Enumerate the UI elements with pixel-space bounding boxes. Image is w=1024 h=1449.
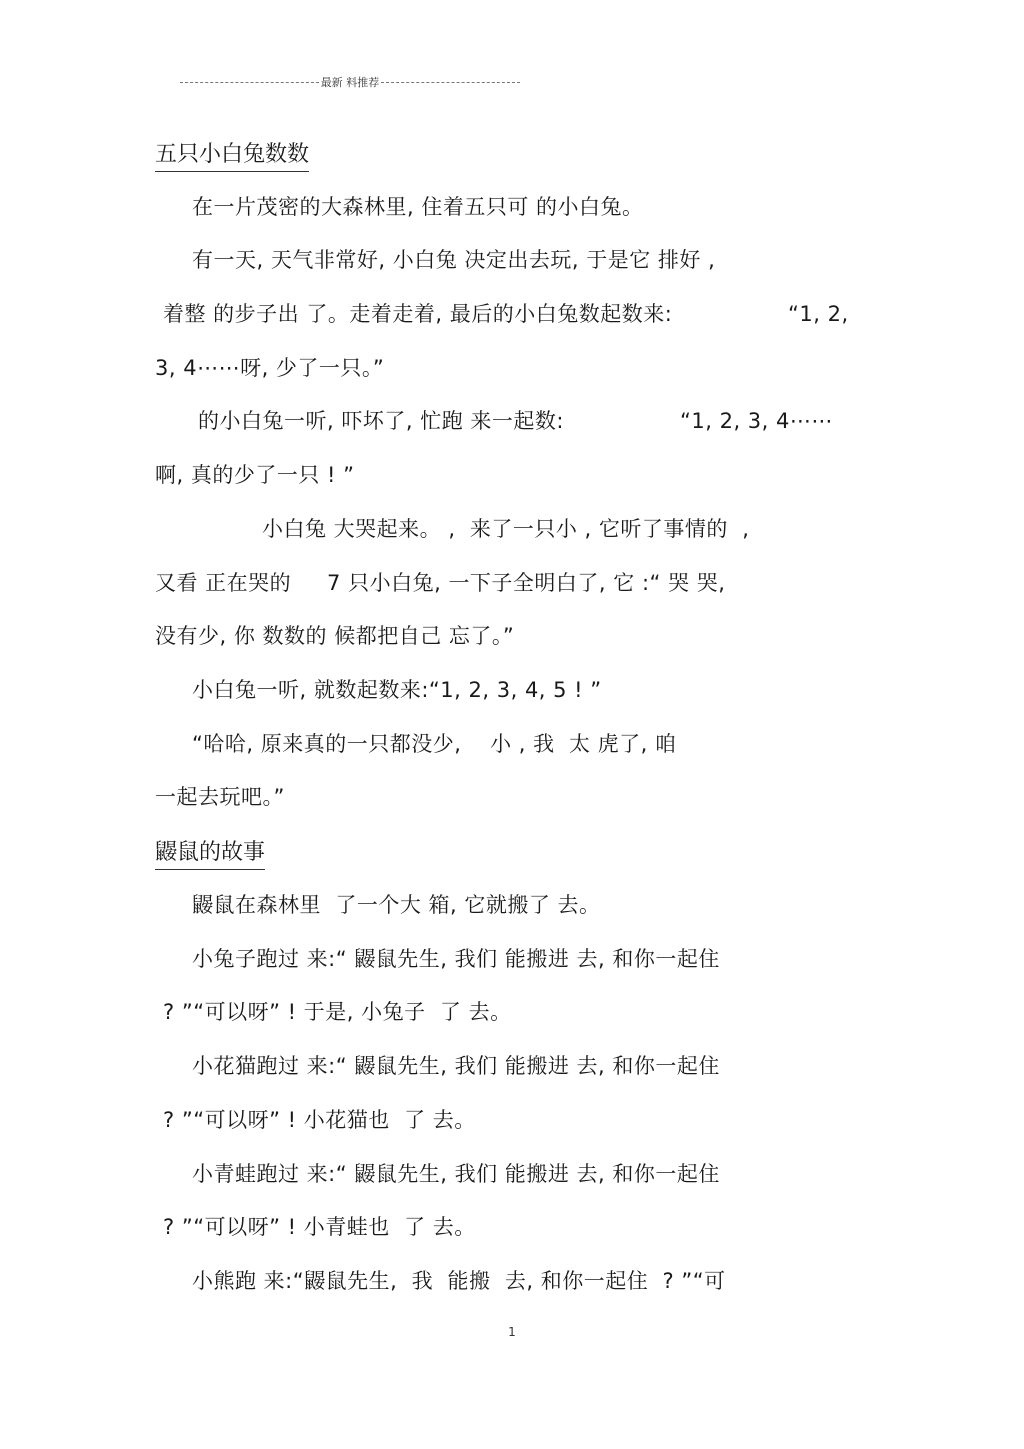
story1-line-8: 又看 正在哭的 7 只小白兔, 一下子全明白了, 它 :“ 哭 哭, (155, 571, 726, 595)
page-header (180, 72, 520, 92)
story1-line-12: 一起去玩吧。” (155, 785, 285, 809)
story2-line-4: 小花猫跑过 来:“ 鼹鼠先生, 我们 能搬进 去, 和你一起住 (192, 1054, 720, 1078)
story2-line-7: ? ”“可以呀” ! 小青蛙也 了 去。 (163, 1215, 476, 1239)
story2-line-1: 鼹鼠在森林里 了一个大 箱, 它就搬了 去。 (192, 893, 601, 917)
header-text: 最新 料推荐 (320, 76, 380, 89)
story2-line-5: ? ”“可以呀” ! 小花猫也 了 去。 (163, 1108, 476, 1132)
story1-line-2: 有一天, 天气非常好, 小白兔 决定出去玩, 于是它 排好 , (192, 248, 716, 272)
story1-line-10: 小白兔一听, 就数起数来:“1, 2, 3, 4, 5 ! ” (192, 678, 602, 702)
page-number: 1 (508, 1325, 516, 1339)
story1-line-5: 的小白兔一听, 吓坏了, 忙跑 来一起数: (198, 409, 564, 433)
header-dash-right (381, 82, 520, 83)
story1-line-7: 小白兔 大哭起来。 , 来了一只小 , 它听了事情的 , (262, 517, 750, 541)
story1-line-9: 没有少, 你 数数的 候都把自己 忘了。” (155, 624, 515, 648)
story1-line-3: 着整 的步子出 了。走着走着, 最后的小白兔数起数来: (163, 302, 673, 326)
story1-line-1: 在一片茂密的大森林里, 住着五只可 的小白兔。 (192, 195, 644, 219)
story2-line-8: 小熊跑 来:“鼹鼠先生, 我 能搬 去, 和你一起住 ? ”“可 (192, 1269, 726, 1293)
story1-line-11: “哈哈, 原来真的一只都没少, 小 , 我 太 虎了, 咱 (192, 732, 677, 756)
story1-title: 五只小白兔数数 (155, 140, 309, 172)
story2-title: 鼹鼠的故事 (155, 838, 265, 870)
story2-line-6: 小青蛙跑过 来:“ 鼹鼠先生, 我们 能搬进 去, 和你一起住 (192, 1162, 720, 1186)
story1-line-3b: “1, 2, (788, 302, 849, 326)
story2-line-2: 小兔子跑过 来:“ 鼹鼠先生, 我们 能搬进 去, 和你一起住 (192, 947, 720, 971)
story1-line-6: 啊, 真的少了一只 ! ” (155, 463, 355, 487)
story1-line-4: 3, 4⋯⋯呀, 少了一只。” (155, 356, 385, 380)
story2-line-3: ? ”“可以呀” ! 于是, 小兔子 了 去。 (163, 1000, 512, 1024)
story1-line-5b: “1, 2, 3, 4⋯⋯ (680, 409, 833, 433)
header-dash-left (180, 82, 319, 83)
